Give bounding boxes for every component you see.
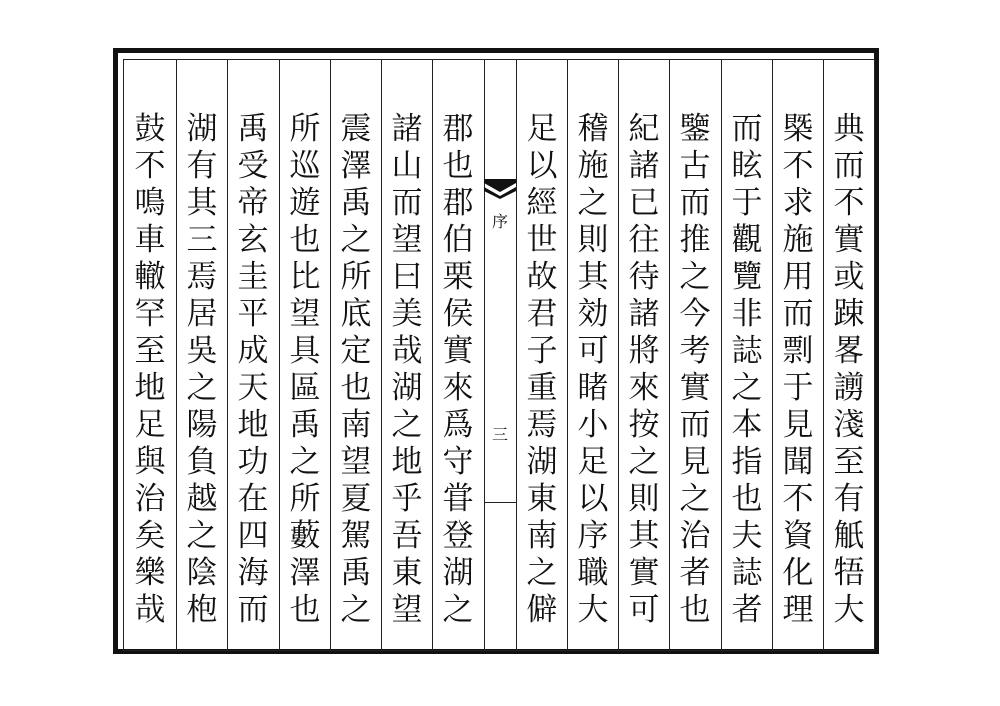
character: 之 [526,555,558,591]
character: 子 [526,333,558,369]
character: 觀 [731,222,763,258]
text-column-14 [125,59,175,651]
character: 矣 [134,518,166,554]
character: 不 [782,481,814,517]
character: 禹 [289,407,321,443]
character: 考 [679,333,711,369]
character: 之 [289,444,321,480]
character: 以 [526,148,558,184]
character: 僻 [526,592,558,628]
character: 實 [679,370,711,406]
text-column-7 [517,59,567,651]
character: 之 [186,370,218,406]
character: 其 [628,518,660,554]
character: 澤 [340,148,372,184]
character: 而 [679,407,711,443]
character: 用 [782,259,814,295]
character: 鑒 [679,111,711,147]
character: 故 [526,259,558,295]
character: 夏 [340,481,372,517]
character: 東 [526,481,558,517]
character: 諸 [628,148,660,184]
character: 澤 [289,555,321,591]
character: 古 [679,148,711,184]
character: 謭 [833,370,865,406]
character: 實 [628,555,660,591]
character: 海 [237,555,269,591]
character: 世 [526,222,558,258]
character: 南 [340,407,372,443]
text-column-10 [331,59,381,651]
character: 侯 [442,296,474,332]
character: 登 [442,518,474,554]
character: 治 [679,518,711,554]
character: 望 [340,444,372,480]
character: 郡 [442,185,474,221]
character: 而 [833,148,865,184]
text-column-1 [824,59,874,651]
character: 所 [340,259,372,295]
character: 來 [442,370,474,406]
character: 夫 [731,518,763,554]
character: 轍 [134,259,166,295]
character: 睹 [577,370,609,406]
character: 小 [577,407,609,443]
character: 求 [782,185,814,221]
character: 非 [731,296,763,332]
character: 諸 [628,296,660,332]
character: 甞 [442,481,474,517]
character: 剽 [782,333,814,369]
character: 樂 [134,555,166,591]
character: 足 [577,444,609,480]
character: 湖 [391,370,423,406]
character: 與 [134,444,166,480]
character: 則 [628,481,660,517]
character: 君 [526,296,558,332]
character: 畧 [833,333,865,369]
character: 而 [731,111,763,147]
character: 序 [577,518,609,554]
character: 今 [679,296,711,332]
character: 望 [289,296,321,332]
character: 哉 [391,333,423,369]
character: 經 [526,185,558,221]
character: 治 [134,481,166,517]
character: 職 [577,555,609,591]
fish-tail-mark-icon [484,179,516,199]
character: 按 [628,407,660,443]
character: 牾 [833,555,865,591]
character: 美 [391,296,423,332]
character: 理 [782,592,814,628]
character: 枹 [186,592,218,628]
character: 吳 [186,333,218,369]
character: 爲 [442,407,474,443]
character: 越 [186,481,218,517]
character: 圭 [237,259,269,295]
character: 禹 [340,555,372,591]
character: 功 [237,444,269,480]
text-column-13 [177,59,227,651]
character: 而 [782,296,814,332]
character: 大 [577,592,609,628]
character: 焉 [526,407,558,443]
character: 其 [186,185,218,221]
character: 陽 [186,407,218,443]
center-rule-bottom [484,502,516,503]
character: 所 [289,111,321,147]
character: 也 [289,592,321,628]
character: 有 [833,481,865,517]
character: 守 [442,444,474,480]
character: 淺 [833,407,865,443]
character: 東 [391,555,423,591]
character: 平 [237,296,269,332]
character: 實 [442,333,474,369]
character: 以 [577,481,609,517]
character: 誌 [731,555,763,591]
character: 効 [577,296,609,332]
character: 施 [577,148,609,184]
character: 比 [289,259,321,295]
character: 焉 [186,259,218,295]
character: 之 [628,444,660,480]
character: 本 [731,407,763,443]
text-column-8 [433,59,483,651]
character: 之 [679,481,711,517]
character: 來 [628,370,660,406]
character: 諸 [391,111,423,147]
character: 至 [134,333,166,369]
character: 巡 [289,148,321,184]
page-number: 三 [491,425,508,444]
character: 指 [731,444,763,480]
character: 之 [442,592,474,628]
character: 區 [289,370,321,406]
character: 所 [289,481,321,517]
character: 誌 [731,333,763,369]
character: 往 [628,222,660,258]
character: 禹 [237,111,269,147]
character: 地 [134,370,166,406]
character: 鼓 [134,111,166,147]
character: 地 [391,444,423,480]
character: 不 [782,148,814,184]
character: 也 [731,481,763,517]
character: 具 [289,333,321,369]
text-column-11 [280,59,330,651]
character: 天 [237,370,269,406]
character: 望 [391,592,423,628]
text-column-6 [568,59,618,651]
character: 鳴 [134,185,166,221]
character: 郡 [442,111,474,147]
character: 者 [679,555,711,591]
character: 駕 [340,518,372,554]
character: 居 [186,296,218,332]
character: 重 [526,370,558,406]
character: 受 [237,148,269,184]
character: 已 [628,185,660,221]
character: 在 [237,481,269,517]
character: 四 [237,518,269,554]
character: 覽 [731,259,763,295]
character: 三 [186,222,218,258]
character: 可 [577,333,609,369]
character: 見 [679,444,711,480]
character: 望 [391,222,423,258]
character: 有 [186,148,218,184]
character: 地 [237,407,269,443]
character: 者 [731,592,763,628]
character: 南 [526,518,558,554]
character: 吾 [391,518,423,554]
character: 遊 [289,185,321,221]
character: 也 [289,222,321,258]
character: 而 [237,592,269,628]
text-column-12 [228,59,278,651]
character: 或 [833,259,865,295]
character: 也 [679,592,711,628]
character: 化 [782,555,814,591]
character: 稽 [577,111,609,147]
character: 典 [833,111,865,147]
character: 湖 [442,555,474,591]
character: 乎 [391,481,423,517]
character: 藪 [289,518,321,554]
character: 槩 [782,111,814,147]
character: 湖 [526,444,558,480]
character: 大 [833,592,865,628]
character: 玄 [237,222,269,258]
character: 底 [340,296,372,332]
character: 而 [679,185,711,221]
character: 之 [391,407,423,443]
character: 山 [391,148,423,184]
text-column-3 [722,59,772,651]
character: 之 [340,222,372,258]
character: 帝 [237,185,269,221]
character: 湖 [186,111,218,147]
center-fold [484,59,516,651]
character: 罕 [134,296,166,332]
character: 可 [628,592,660,628]
character: 觗 [833,518,865,554]
text-column-4 [670,59,720,651]
character: 哉 [134,592,166,628]
character: 待 [628,259,660,295]
character: 之 [731,370,763,406]
character: 將 [628,333,660,369]
character: 之 [340,592,372,628]
character: 實 [833,222,865,258]
character: 于 [731,185,763,221]
character: 其 [577,259,609,295]
character: 車 [134,222,166,258]
text-column-9 [382,59,432,651]
text-column-2 [773,59,823,651]
character: 推 [679,222,711,258]
character: 不 [134,148,166,184]
character: 足 [134,407,166,443]
text-column-5 [619,59,669,651]
character: 之 [577,185,609,221]
character: 不 [833,185,865,221]
character: 資 [782,518,814,554]
character: 則 [577,222,609,258]
character: 曰 [391,259,423,295]
character: 禹 [340,185,372,221]
character: 負 [186,444,218,480]
character: 至 [833,444,865,480]
character: 成 [237,333,269,369]
character: 于 [782,370,814,406]
section-title: 序 [491,212,508,231]
character: 踈 [833,296,865,332]
character: 見 [782,407,814,443]
character: 之 [186,518,218,554]
character: 陰 [186,555,218,591]
character: 紀 [628,111,660,147]
character: 也 [340,370,372,406]
character: 震 [340,111,372,147]
character: 施 [782,222,814,258]
character: 而 [391,185,423,221]
character: 眩 [731,148,763,184]
character: 足 [526,111,558,147]
character: 伯 [442,222,474,258]
character: 定 [340,333,372,369]
character: 聞 [782,444,814,480]
character: 之 [679,259,711,295]
character: 栗 [442,259,474,295]
character: 也 [442,148,474,184]
